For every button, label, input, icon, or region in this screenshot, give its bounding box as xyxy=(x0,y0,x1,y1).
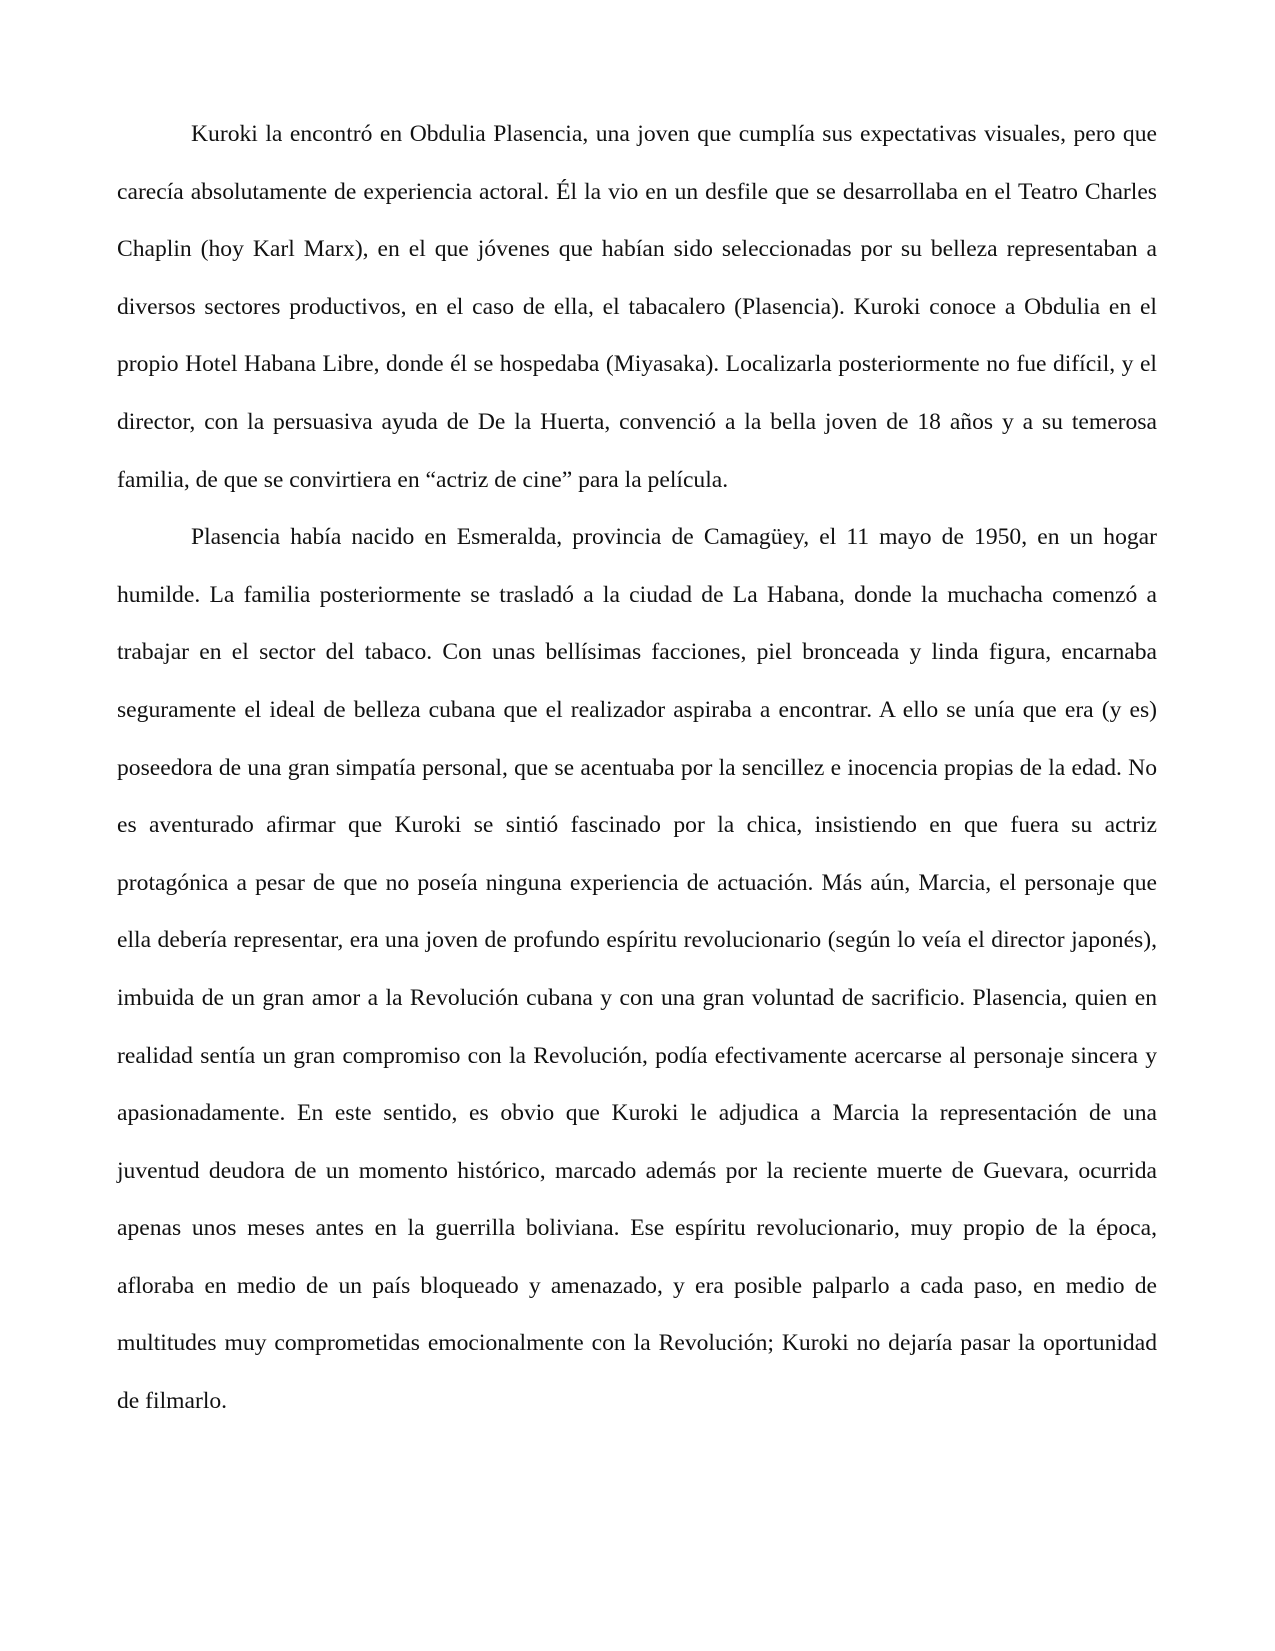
document-body xyxy=(117,106,1157,1431)
paragraph-1: Kuroki la encontró en Obdulia Plasencia, una joven que cumplía sus expectativas visuales, pero que carecía absolutamente de experiencia actoral. Él la vio en un desfile que se desarrollaba en el Teatro Charles Chaplin (hoy Karl Marx), en el que jóvenes que habían sido seleccionadas por su belleza representaban a diversos sectores productivos, en el caso de ella, el tabacalero (Plasencia). Kuroki conoce a Obdulia en el propio Hotel Habana Libre, donde él se hospedaba (Miyasaka). Localizarla posteriormente no fue difícil, y el director, con la persuasiva ayuda de De la Huerta, convenció a la bella joven de 18 años y a su temerosa familia, de que se convirtiera en “actriz de cine” para la película. xyxy=(117,121,1157,493)
paragraph-2: Plasencia había nacido en Esmeralda, provincia de Camagüey, el 11 mayo de 1950, en un hogar humilde. La familia posteriormente se trasladó a la ciudad de La Habana, donde la muchacha comenzó a trabajar en el sector del tabaco. Con unas bellísimas facciones, piel bronceada y linda figura, encarnaba seguramente el ideal de belleza cubana que el realizador aspiraba a encontrar. A ello se unía que era (y es) poseedora de una gran simpatía personal, que se acentuaba por la sencillez e inocencia propias de la edad. No es aventurado afirmar que Kuroki se sintió fascinado por la chica, insistiendo en que fuera su actriz protagónica a pesar de que no poseía ninguna experiencia de actuación. Más aún, Marcia, el personaje que ella debería representar, era una joven de profundo espíritu revolucionario (según lo veía el director japonés), imbuida de un gran amor a la Revolución cubana y con una gran voluntad de sacrificio. Plasencia, quien en realidad sentía un gran compromiso con la Revolución, podía efectivamente acercarse al personaje sincera y apasionadamente. En este sentido, es obvio que Kuroki le adjudica a Marcia la representación de una juventud deudora de un momento histórico, marcado además por la reciente muerte de Guevara, ocurrida apenas unos meses antes en la guerrilla boliviana. Ese espíritu revolucionario, muy propio de la época, afloraba en medio de un país bloqueado y amenazado, y era posible palparlo a cada paso, en medio de multitudes muy comprometidas emocionalmente con la Revolución; Kuroki no dejaría pasar la oportunidad de filmarlo. xyxy=(117,524,1157,1415)
